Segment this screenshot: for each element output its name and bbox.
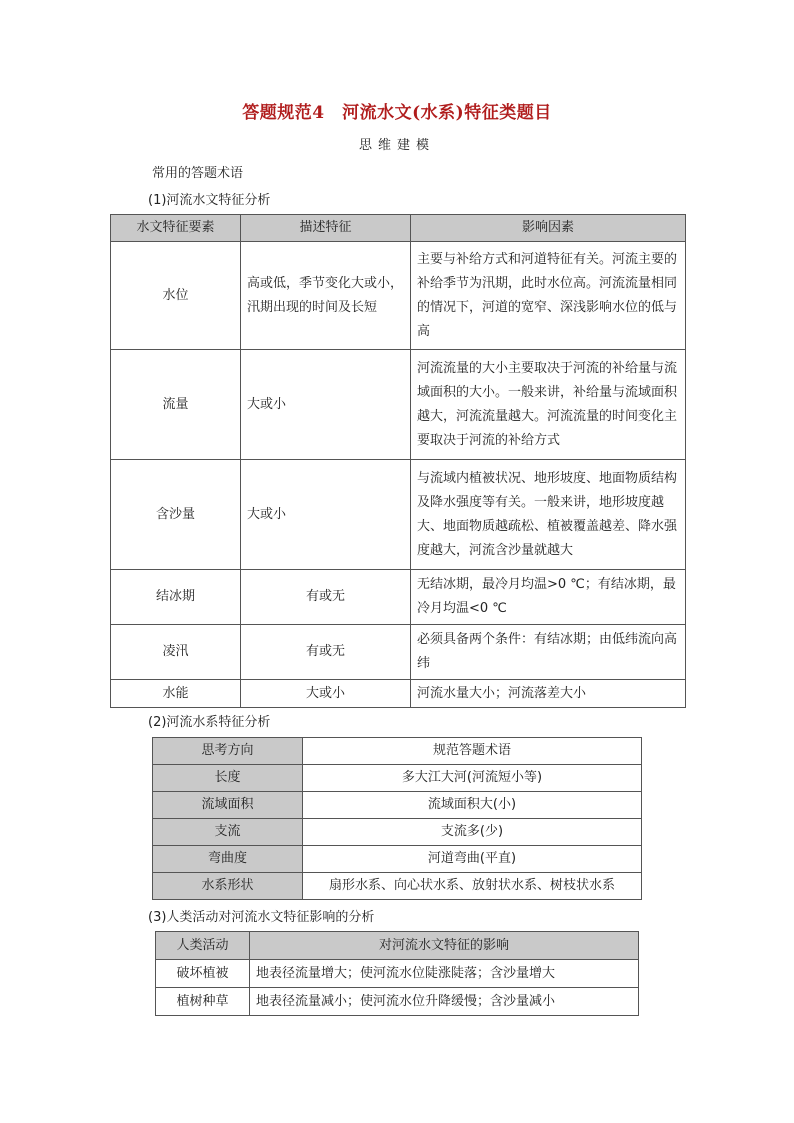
table-cell-factor: 无结冰期，最冷月均温>0 ℃；有结冰期，最冷月均温<0 ℃: [411, 570, 686, 625]
table-cell-value: 多大江大河(河流短小等): [303, 765, 642, 792]
table-cell-value: 扇形水系、向心状水系、放射状水系、树枝状水系: [303, 873, 642, 900]
table-cell-key: 水系形状: [153, 873, 303, 900]
table-header-cell: 对河流水文特征的影响: [250, 932, 639, 960]
table-cell-key: 植树种草: [156, 988, 250, 1016]
section3-heading: (3)人类活动对河流水文特征影响的分析: [148, 910, 375, 925]
table-cell-factor: 河流流量的大小主要取决于河流的补给量与流域面积的大小。一般来讲，补给量与流域面积越大，河流流量越大。河流流量的时间变化主要取决于河流的补给方式: [411, 350, 686, 460]
table-cell-element: 水位: [111, 242, 241, 350]
table-cell-desc: 有或无: [241, 570, 411, 625]
table-cell-value: 支流多(少): [303, 819, 642, 846]
table-cell-value: 河道弯曲(平直): [303, 846, 642, 873]
table-cell-factor: 与流域内植被状况、地形坡度、地面物质结构及降水强度等有关。一般来讲，地形坡度越大、地面物质越疏松、植被覆盖越差、降水强度越大，河流含沙量就越大: [411, 460, 686, 570]
table-header-cell: 影响因素: [411, 215, 686, 242]
water-system-table: [152, 737, 642, 900]
table-header-cell: 人类活动: [156, 932, 250, 960]
table-cell-desc: 大或小: [241, 350, 411, 460]
table-cell-factor: 河流水量大小；河流落差大小: [411, 680, 686, 708]
table-row: [111, 570, 686, 625]
table-header-cell: 水文特征要素: [111, 215, 241, 242]
table-cell-key: 长度: [153, 765, 303, 792]
table-cell-desc: 有或无: [241, 625, 411, 680]
table-row: [156, 988, 639, 1016]
human-activity-table: [155, 931, 639, 1016]
table-cell-desc: 大或小: [241, 680, 411, 708]
table-cell-key: 流域面积: [153, 792, 303, 819]
table-cell-desc: 高或低，季节变化大或小，汛期出现的时间及长短: [241, 242, 411, 350]
table-cell-factor: 主要与补给方式和河道特征有关。河流主要的补给季节为汛期，此时水位高。河流流量相同的情况下，河道的宽窄、深浅影响水位的低与高: [411, 242, 686, 350]
section2-heading: (2)河流水系特征分析: [148, 715, 271, 730]
table-row: [156, 960, 639, 988]
table-cell-element: 流量: [111, 350, 241, 460]
table-cell-key: 弯曲度: [153, 846, 303, 873]
table-row: [153, 819, 642, 846]
table-header-row: [111, 215, 686, 242]
table-cell-element: 水能: [111, 680, 241, 708]
table-row: [153, 873, 642, 900]
table-row: [111, 680, 686, 708]
table-header-cell: 描述特征: [241, 215, 411, 242]
section-intro: 常用的答题术语: [152, 166, 244, 181]
table-row: [111, 625, 686, 680]
table-row: [111, 350, 686, 460]
table-header-cell: 规范答题术语: [303, 738, 642, 765]
table-cell-element: 含沙量: [111, 460, 241, 570]
page-title: 答题规范4 河流水文(水系)特征类题目: [242, 103, 552, 123]
table-header-row: [156, 932, 639, 960]
table-row: [111, 242, 686, 350]
table-cell-element: 结冰期: [111, 570, 241, 625]
table-row: [111, 460, 686, 570]
table-cell-factor: 必须具备两个条件：有结冰期；由低纬流向高纬: [411, 625, 686, 680]
table-cell-value: 地表径流量增大；使河流水位陡涨陡落；含沙量增大: [250, 960, 639, 988]
table-cell-desc: 大或小: [241, 460, 411, 570]
table-row: [153, 792, 642, 819]
table-cell-element: 凌汛: [111, 625, 241, 680]
section1-heading: (1)河流水文特征分析: [148, 193, 271, 208]
hydrology-table: [110, 214, 686, 708]
table-cell-key: 破坏植被: [156, 960, 250, 988]
table-row: [153, 765, 642, 792]
table-cell-key: 支流: [153, 819, 303, 846]
table-cell-value: 流域面积大(小): [303, 792, 642, 819]
page-subtitle: 思维建模: [358, 138, 435, 153]
table-header-cell: 思考方向: [153, 738, 303, 765]
table-row: [153, 846, 642, 873]
table-header-row: [153, 738, 642, 765]
table-cell-value: 地表径流量减小；使河流水位升降缓慢；含沙量减小: [250, 988, 639, 1016]
